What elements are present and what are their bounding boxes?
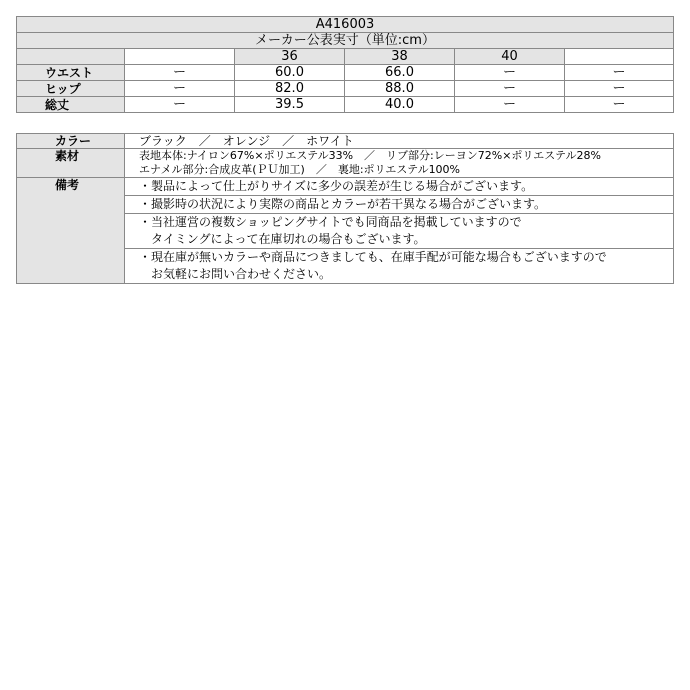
note-line: ・製品によって仕上がりサイズに多少の誤差が生じる場合がございます。 [125,178,673,196]
size-header-36: 36 [235,49,345,65]
row-label-hip: ヒップ [17,81,125,97]
product-code: A416003 [17,17,674,33]
cell: ー [125,65,235,81]
note-line: ・現在庫が無いカラーや商品につきましても、在庫手配が可能な場合もございますので [139,250,607,264]
cell: ー [455,97,565,113]
notes-row [17,178,674,284]
size-header-38: 38 [345,49,455,65]
size-table [16,16,674,113]
size-header-row [17,49,674,65]
cell: ー [455,65,565,81]
cell: ー [565,65,674,81]
note-line: ・撮影時の状況により実際の商品とカラーが若干異なる場合がございます。 [125,196,673,214]
color-value [125,134,674,149]
notes-value [125,178,674,284]
size-table-subtitle: メーカー公表実寸（単位:cm） [17,33,674,49]
material-value [125,149,674,178]
material-row [17,149,674,178]
cell: ー [455,81,565,97]
cell: ー [125,97,235,113]
color-row [17,134,674,149]
material-line: 表地本体:ナイロン67%×ポリエステル33% ／ リブ部分:レーヨン72%×ポリエステル28% [139,149,601,162]
cell: 40.0 [345,97,455,113]
row-label-waist: ウエスト [17,65,125,81]
cell: 82.0 [235,81,345,97]
cell: 60.0 [235,65,345,81]
size-header-blank-2 [565,49,674,65]
color-label: カラー [17,134,125,149]
cell: 88.0 [345,81,455,97]
cell: 66.0 [345,65,455,81]
cell: 39.5 [235,97,345,113]
cell: ー [565,81,674,97]
note-line: タイミングによって在庫切れの場合もございます。 [125,231,673,249]
color-value-text: ブラック ／ オレンジ ／ ホワイト [139,134,354,148]
info-table [16,133,674,284]
table-row [17,65,674,81]
note-line: ・当社運営の複数ショッピングサイトでも同商品を掲載していますので [139,215,522,229]
material-line: エナメル部分:合成皮革(ＰＵ加工) ／ 裏地:ポリエステル100% [139,163,461,176]
notes-label: 備考 [17,178,125,284]
cell: ー [565,97,674,113]
note-line: お気軽にお問い合わせください。 [151,267,332,281]
table-row [17,81,674,97]
table-row [17,97,674,113]
material-label: 素材 [17,149,125,178]
size-header-40: 40 [455,49,565,65]
size-header-corner [17,49,125,65]
row-label-length: 総丈 [17,97,125,113]
size-header-blank [125,49,235,65]
cell: ー [125,81,235,97]
